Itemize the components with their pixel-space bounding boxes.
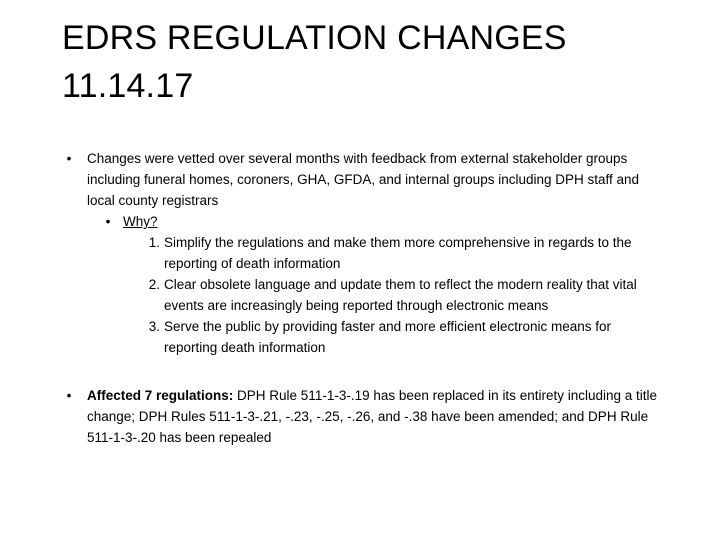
bullet-1 (62, 148, 662, 211)
bullet-2-bold-lead: Affected 7 regulations: (87, 388, 234, 403)
bullet-2-text (87, 385, 662, 448)
slide-title (62, 14, 682, 110)
bullet-marker: • (66, 151, 72, 166)
numbered-item-number: 3. (148, 319, 160, 334)
numbered-item-text: Simplify the regulations and make them more comprehensive in regards to the reporting of death information (164, 235, 632, 271)
numbered-item-2 (136, 274, 662, 316)
bullet-marker: • (105, 214, 111, 229)
numbered-item-text: Clear obsolete language and update them to reflect the modern reality that vital events are increasingly being reported through electronic means (164, 277, 637, 313)
bullet-1-block (62, 148, 662, 358)
title-line-1: EDRS REGULATION CHANGES (62, 19, 567, 57)
bullet-2-block (62, 385, 662, 448)
numbered-item-number: 1. (148, 235, 160, 250)
sub-bullet-why (101, 211, 662, 232)
numbered-item-number: 2. (148, 277, 160, 292)
bullet-marker: • (66, 388, 72, 403)
bullet-1-text: Changes were vetted over several months with feedback from external stakeholder groups including funeral homes, coroners, GHA, GFDA, and internal groups including DPH staff and local county registrars (87, 151, 640, 208)
sub-bullet-why-text: Why? (123, 214, 158, 229)
numbered-item-1 (136, 232, 662, 274)
bullet-2-body: DPH Rule 511-1-3-.19 has been replaced in its entirety including a title change; DPH Rules 511-1-3-.21, -.23, -.25, -.26, and -.38 have been amended; and DPH Rule 511-1-3-.20 has been repealed (87, 388, 658, 445)
bullet-2 (62, 385, 662, 448)
title-line-2: 11.14.17 (62, 67, 194, 105)
numbered-item-text: Serve the public by providing faster and more efficient electronic means for reporting death information (164, 319, 611, 355)
numbered-item-3 (136, 316, 662, 358)
